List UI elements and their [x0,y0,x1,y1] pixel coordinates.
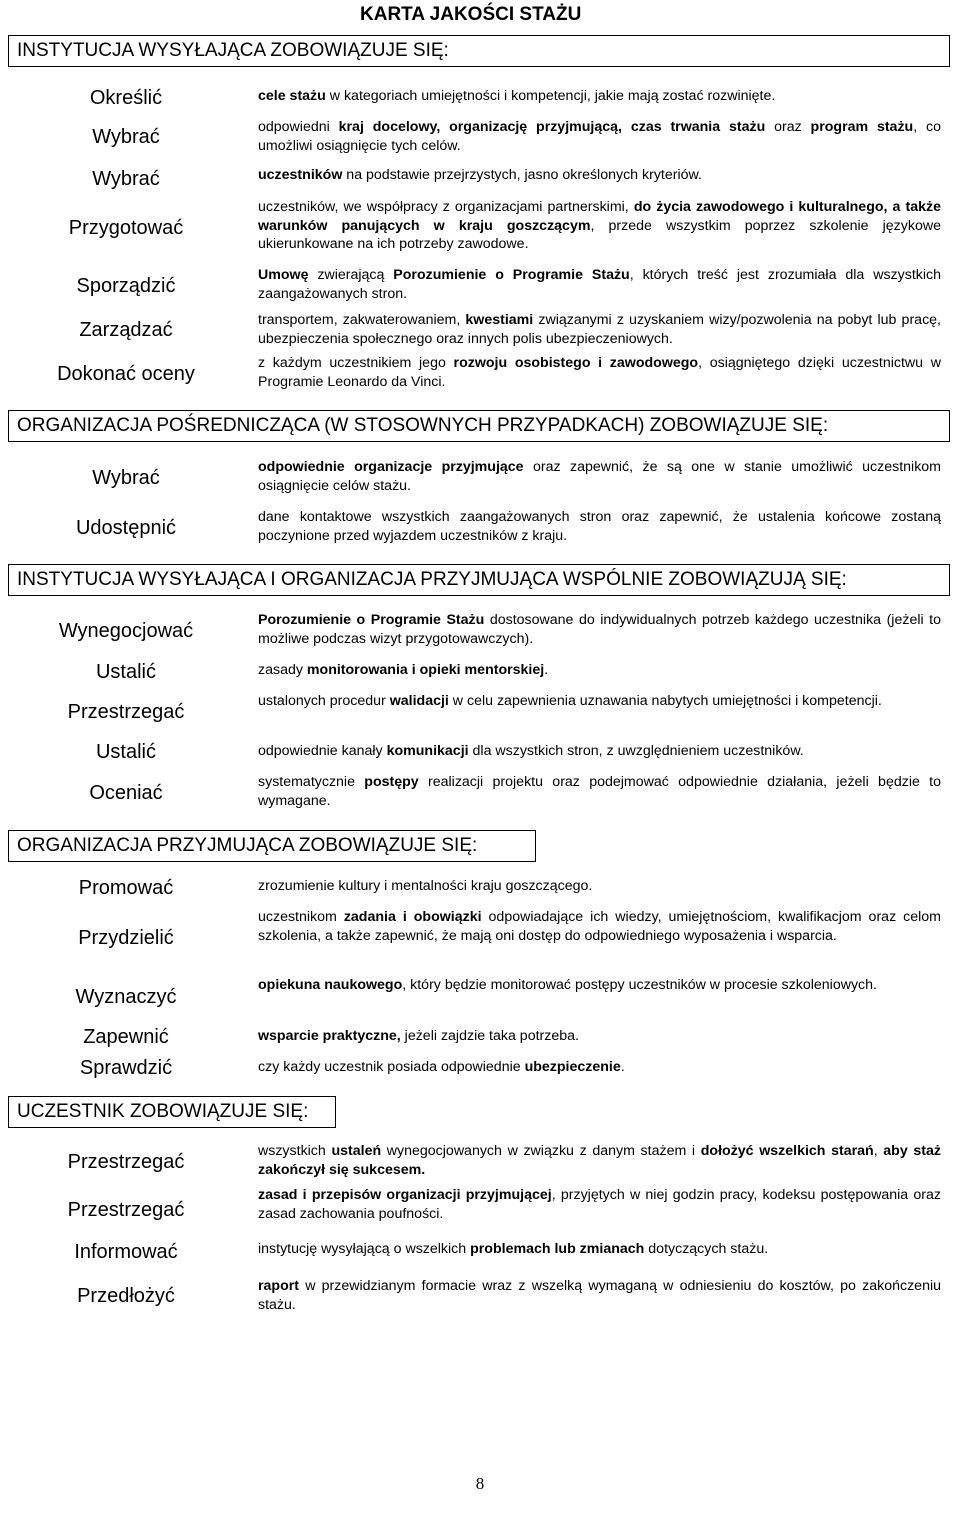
verb-label: Udostępnić [75,517,177,539]
text-run: , co umożliwi osiągnięcie tych celów. [258,119,941,154]
verb-label: Wynegocjować [58,620,194,642]
text-run: instytucję wysyłającą o wszelkich [258,1241,471,1257]
bold-text-run: odpowiednie organizacje przyjmujące [258,459,524,475]
text-run: w celu zapewnienia uznawania nabytych umiejętności i kompetencji. [448,693,882,709]
verb-label: Sporządzić [76,275,176,297]
bold-text-run: wsparcie praktyczne, [258,1028,401,1044]
bold-text-run: aby staż zakończył się sukcesem. [258,1143,941,1178]
bold-text-run: Porozumienie o Programie Stażu [258,612,485,628]
item-description [258,266,941,303]
text-run: , osiągniętego dzięki uczestnictwu w Programie Leonardo da Vinci. [258,355,941,390]
item-description [258,87,941,106]
text-run: wszystkich [258,1143,332,1159]
verb-label: Zarządzać [79,319,173,341]
section-header-sending-institution: INSTYTUCJA WYSYŁAJĄCA ZOBOWIĄZUJE SIĘ: [8,35,950,67]
verb-label: Przestrzegać [67,701,185,723]
text-run: wynegocjowanych w związku z danym stażem i [381,1143,701,1159]
item-description [258,198,941,254]
item-description [258,877,941,896]
text-run: , który będzie monitorować postępy uczestników w procesie szkoleniowych. [402,977,877,993]
text-run: . [620,1059,625,1075]
bold-text-run: opiekuna naukowego [258,977,403,993]
text-run: z każdym uczestnikiem jego [258,355,454,371]
item-description [258,692,941,711]
text-run: , [873,1143,884,1159]
verb-label: Wybrać [92,126,160,148]
bold-text-run: postępy [364,774,419,790]
verb-label: Określić [89,87,163,109]
text-run: czy każdy uczestnik posiada odpowiednie [258,1059,525,1075]
text-run: w kategoriach umiejętności i kompetencji, jakie mają zostać rozwinięte. [325,88,776,104]
text-run: ustalonych procedur [258,693,390,709]
verb-label: Zapewnić [83,1026,169,1048]
verb-label: Wyznaczyć [75,986,177,1008]
item-description [258,311,941,348]
item-description [258,742,941,761]
text-run: dane kontaktowe wszystkich zaangażowanych stron oraz zapewnić, że ustalenia końcowe zostaną poczynione przed wyjazdem uczestników z kraju. [258,509,941,544]
text-run: w przewidzianym formacie wraz z wszelką wymaganą w odniesieniu do kosztów, po zakończeniu stażu. [258,1278,941,1313]
text-run: zwierającą [308,267,394,283]
bold-text-run: dołożyć wszelkich starań [700,1143,874,1159]
item-description [258,1186,941,1223]
item-description [258,118,941,155]
item-description [258,1240,941,1259]
text-run: uczestnikom [258,909,344,925]
item-description [258,908,941,945]
bold-text-run: do życia zawodowego i kulturalnego, a także warunków panujących w kraju goszczącym [258,199,941,234]
verb-label: Przestrzegać [67,1151,185,1173]
text-run: , których treść jest zrozumiała dla wszystkich zaangażowanych stron. [258,267,941,302]
bold-text-run: raport [258,1278,299,1294]
verb-label: Sprawdzić [79,1057,173,1079]
verb-label: Przedłożyć [77,1285,175,1307]
text-run: realizacji projektu oraz podejmować odpowiednie działania, jeżeli będzie to wymagane. [258,774,942,809]
verb-label: Ustalić [95,661,156,683]
item-description [258,354,941,391]
bold-text-run: ustaleń [331,1143,382,1159]
text-run: odpowiedni [258,119,339,135]
item-description [258,1058,941,1077]
text-run: związanymi z uzyskaniem wizy/pozwolenia na pobyt lub pracę, ubezpieczenia społecznego oraz innych polis ubezpieczeniowych. [258,312,941,347]
document-title: KARTA JAKOŚCI STAŻU [360,4,582,25]
item-description [258,1142,941,1179]
text-run: dostosowane do indywidualnych potrzeb każdego uczestnika (jeżeli to możliwe podczas wizyt przygotowawczych). [258,612,941,647]
text-run: oraz zapewnić, że są one w stanie umożliwić uczestnikom osiągnięcie celów stażu. [258,459,941,494]
verb-label: Przydzielić [78,927,174,949]
text-run: jeżeli zajdzie taka potrzeba. [400,1028,579,1044]
bold-text-run: walidacji [389,693,449,709]
verb-label: Wybrać [92,168,160,190]
text-run: transportem, zakwaterowaniem, [258,312,466,328]
text-run: odpowiednie kanały [258,743,387,759]
text-run: odpowiadające ich wiedzy, umiejętnościom, kwalifikacjom oraz celom szkolenia, a także zapewnić, że mają oni dostęp do odpowiedniego wyposażenia i wsparcia. [258,909,941,944]
item-description [258,773,941,810]
text-run: , przyjętych w niej godzin pracy, kodeksu postępowania oraz zasad zachowania poufności. [258,1187,942,1222]
bold-text-run: program stażu [810,119,914,135]
text-run: dotyczących stażu. [644,1241,769,1257]
bold-text-run: Porozumienie o Programie Stażu [393,267,630,283]
item-description [258,458,941,495]
bold-text-run: problemach lub zmianach [470,1241,645,1257]
bold-text-run: kwestiami [465,312,534,328]
text-run: oraz [765,119,811,135]
page-number: 8 [475,1474,485,1493]
section-header-joint: INSTYTUCJA WYSYŁAJĄCA I ORGANIZACJA PRZYJMUJĄCA WSPÓLNIE ZOBOWIĄZUJĄ SIĘ: [8,564,950,596]
verb-label: Dokonać oceny [57,363,195,385]
text-run: na podstawie przejrzystych, jasno określonych kryteriów. [342,167,702,183]
text-run: dla wszystkich stron, z uwzględnieniem uczestników. [468,743,804,759]
item-description [258,661,941,680]
text-run: . [544,662,549,678]
bold-text-run: Umowę [258,267,309,283]
section-header-intermediary: ORGANIZACJA POŚREDNICZĄCA (W STOSOWNYCH PRZYPADKACH) ZOBOWIĄZUJE SIĘ: [8,410,950,442]
section-header-receiving-org: ORGANIZACJA PRZYJMUJĄCA ZOBOWIĄZUJE SIĘ: [8,830,536,862]
item-description [258,976,941,995]
bold-text-run: rozwoju osobistego i zawodowego [453,355,699,371]
verb-label: Przestrzegać [67,1199,185,1221]
bold-text-run: ubezpieczenie [524,1059,621,1075]
text-run: zrozumienie kultury i mentalności kraju goszczącego. [258,878,593,894]
bold-text-run: monitorowania i opieki mentorskiej [306,662,545,678]
item-description [258,166,941,185]
text-run: uczestników, we współpracy z organizacjami partnerskimi, [258,199,634,215]
bold-text-run: cele stażu [258,88,326,104]
bold-text-run: komunikacji [386,743,469,759]
bold-text-run: zadania i obowiązki [343,909,482,925]
item-description [258,1277,941,1314]
text-run: zasady [258,662,307,678]
verb-label: Ustalić [95,741,156,763]
verb-label: Informować [74,1241,178,1263]
item-description [258,1027,941,1046]
verb-label: Oceniać [89,782,163,804]
bold-text-run: uczestników [258,167,343,183]
item-description [258,508,941,545]
text-run: systematycznie [258,774,365,790]
section-header-participant: UCZESTNIK ZOBOWIĄZUJE SIĘ: [8,1096,336,1128]
verb-label: Promować [78,877,174,899]
item-description [258,611,941,648]
text-run: , przede wszystkim poprzez szkolenie językowe ukierunkowane na ich potrzeby zawodowe. [258,217,941,252]
bold-text-run: zasad i przepisów organizacji przyjmującej [258,1187,552,1203]
verb-label: Wybrać [92,467,160,489]
verb-label: Przygotować [68,217,184,239]
bold-text-run: kraj docelowy, organizację przyjmującą, czas trwania stażu [338,119,766,135]
